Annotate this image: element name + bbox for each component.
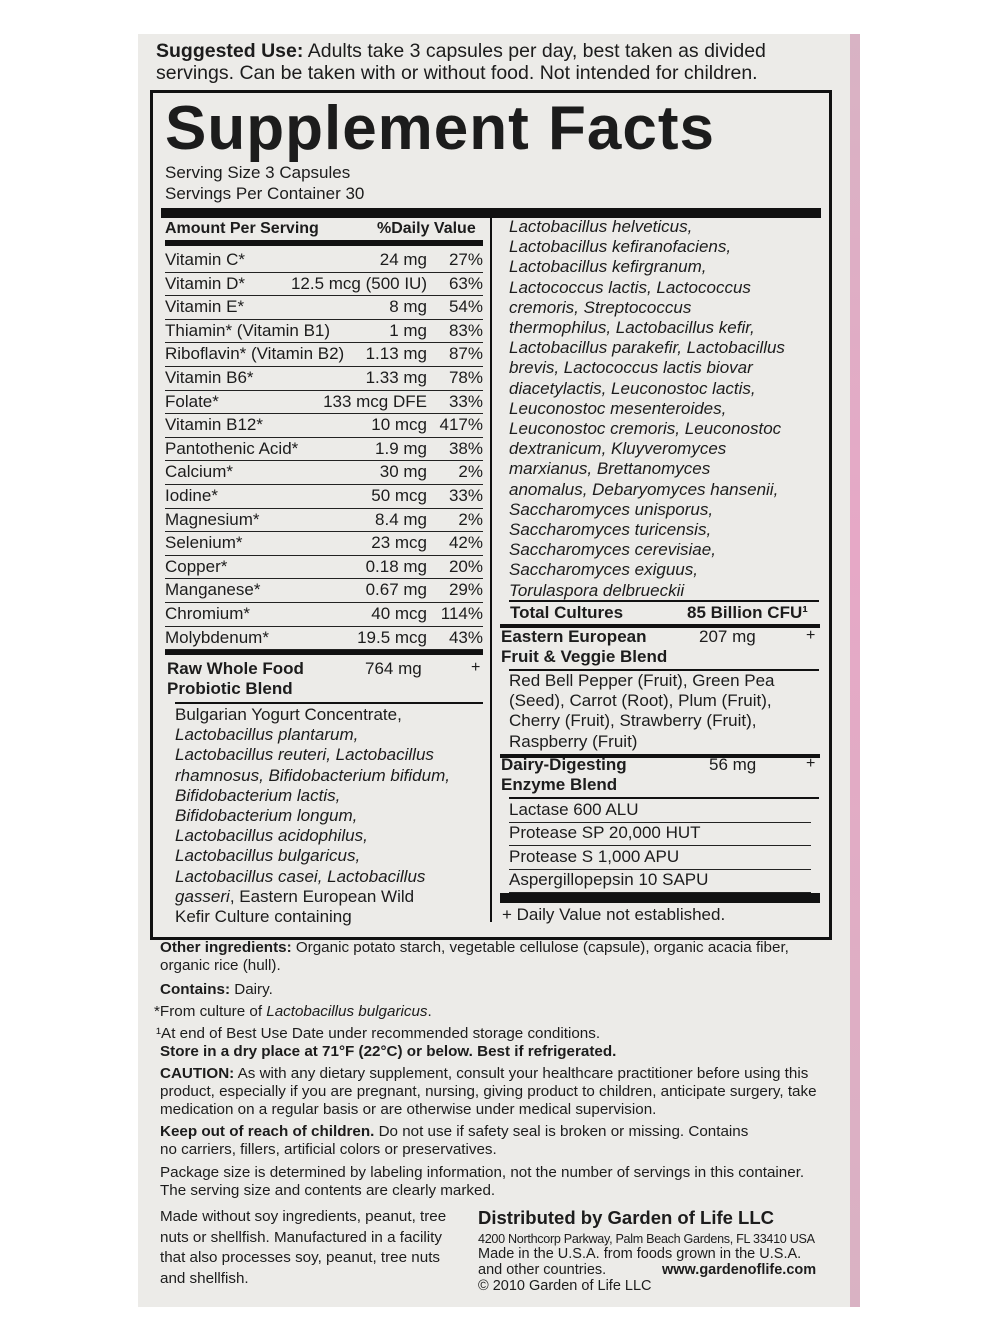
made-in-line-1: Made in the U.S.A. from foods grown in the U.S.A. bbox=[478, 1246, 802, 1262]
keep-out bbox=[160, 1123, 750, 1159]
probiotic-blend-name-2: Probiotic Blend bbox=[167, 679, 293, 698]
fruit-line: Cherry (Fruit), Strawberry (Fruit), bbox=[509, 711, 757, 731]
nutrient-amount: 12.5 mcg (500 IU) bbox=[290, 273, 427, 293]
nutrient-amount: 24 mg bbox=[379, 250, 427, 269]
suggested-use bbox=[156, 40, 836, 84]
probiotic-line-italic: Lactobacillus reuteri, Lactobacillus bbox=[175, 745, 434, 765]
probiotic-rule bbox=[175, 702, 483, 704]
fruit-blend-mark: + bbox=[806, 627, 816, 644]
nutrient-amount: 10 mcg bbox=[371, 415, 427, 435]
fruit-line: Raspberry (Fruit) bbox=[509, 731, 638, 751]
distributor-address: 4200 Northcorp Parkway, Palm Beach Gardens, FL 33410 USA bbox=[478, 1232, 815, 1246]
nutrient-name: Manganese* bbox=[165, 580, 261, 600]
probiotic-line-right: Lactobacillus kefirgranum, bbox=[509, 257, 707, 277]
contains bbox=[160, 981, 840, 999]
nutrient-dv: 43% bbox=[448, 627, 483, 647]
nutrient-amount: 30 mg bbox=[379, 462, 427, 482]
total-cultures-label: Total Cultures bbox=[510, 603, 624, 622]
package-note: Package size is determined by labeling information, not the number of servings in this container. The serving size and contents are clearly marked. bbox=[160, 1164, 805, 1199]
probiotic-line bbox=[175, 846, 487, 866]
allergen-note: Made without soy ingredients, peanut, tree nuts or shellfish. Manufactured in a facility that also processes soy, peanut, tree nuts and shellfish. bbox=[160, 1208, 447, 1287]
nutrient-amount: 1.33 mg bbox=[365, 368, 427, 387]
probiotic-line-right: Lactobacillus kefiranofaciens, bbox=[509, 237, 732, 257]
nutrient-name: Vitamin C* bbox=[165, 250, 245, 269]
probiotic-line-italic: rhamnosus, Bifidobacterium bifidum, bbox=[175, 765, 450, 785]
nutrient-name: Vitamin D* bbox=[165, 273, 245, 293]
nutrient-row bbox=[165, 295, 483, 320]
copyright: © 2010 Garden of Life LLC bbox=[478, 1278, 652, 1294]
fruit-blend-amount: 207 mg bbox=[699, 627, 756, 646]
probiotic-blend-mark: + bbox=[471, 659, 481, 676]
probiotic-line-italic: Bifidobacterium longum, bbox=[175, 806, 358, 826]
nutrient-row bbox=[165, 272, 483, 297]
footnote-star-suffix: . bbox=[427, 1003, 432, 1020]
nutrient-row bbox=[165, 319, 483, 344]
probiotic-blend-amount: 764 mg bbox=[365, 659, 422, 678]
nutrient-row bbox=[165, 508, 483, 533]
nutrient-amount: 0.67 mg bbox=[365, 580, 427, 600]
contains-label: Contains: bbox=[160, 981, 231, 998]
caution-label: CAUTION: bbox=[160, 1065, 235, 1082]
nutrient-dv: 417% bbox=[439, 415, 483, 435]
nutrient-name: Riboflavin* (Vitamin B2) bbox=[165, 344, 345, 364]
distributor-name: Distributed by Garden of Life LLC bbox=[478, 1207, 775, 1228]
probiotic-line-right: anomalus, Debaryomyces hansenii, bbox=[509, 479, 779, 499]
nutrient-dv: 87% bbox=[448, 344, 483, 364]
probiotic-line-right: Torulaspora delbrueckii bbox=[509, 580, 685, 600]
probiotic-line-roman: , Eastern European Wild bbox=[229, 886, 415, 906]
probiotic-list-left bbox=[175, 705, 487, 927]
pink-edge-strip bbox=[850, 34, 860, 1307]
probiotic-line bbox=[175, 887, 487, 907]
cultures-rule-top bbox=[509, 600, 819, 602]
probiotic-line-right: Saccharomyces turicensis, bbox=[509, 520, 712, 540]
probiotic-line-italic: gasseri bbox=[175, 886, 230, 906]
probiotic-line bbox=[175, 745, 487, 765]
probiotic-line bbox=[175, 867, 487, 887]
footnote-star-prefix: *From culture of bbox=[154, 1003, 267, 1020]
probiotic-line-right: thermophilus, Lactobacillus kefir, bbox=[509, 318, 755, 338]
fruit-line: Red Bell Pepper (Fruit), Green Pea bbox=[509, 671, 775, 690]
footnote-star-italic: Lactobacillus bulgaricus bbox=[266, 1003, 428, 1020]
suggested-use-text: Adults take 3 capsules per day, best taken as divided servings. Can be taken with or without food. Not intended for children. bbox=[156, 40, 766, 84]
probiotic-line-right: diacetylactis, Leuconostoc lactis, bbox=[509, 378, 756, 398]
nutrient-dv: 42% bbox=[448, 533, 483, 553]
dv-header: %Daily Value bbox=[377, 220, 476, 237]
nutrient-name: Selenium* bbox=[165, 533, 243, 553]
serving-size: Serving Size 3 Capsules bbox=[165, 163, 351, 182]
probiotic-line bbox=[175, 907, 487, 927]
probiotic-line-right: Saccharomyces exiguus, bbox=[509, 560, 698, 580]
nutrient-dv: 33% bbox=[448, 391, 483, 411]
nutrient-dv: 27% bbox=[448, 250, 483, 269]
enzyme-blend-name-2: Enzyme Blend bbox=[501, 775, 618, 794]
probiotic-line bbox=[175, 766, 487, 786]
other-ingredients-label: Other ingredients: bbox=[160, 939, 292, 956]
suggested-use-label: Suggested Use: bbox=[156, 40, 304, 62]
nutrient-name: Vitamin B12* bbox=[165, 415, 263, 435]
nutrient-row bbox=[165, 248, 483, 273]
nutrient-dv: 114% bbox=[440, 604, 483, 623]
enzyme-row: Lactase 600 ALU bbox=[509, 799, 811, 823]
caution bbox=[160, 1065, 840, 1119]
probiotic-line-italic: Bifidobacterium lactis, bbox=[175, 785, 341, 805]
nutrient-name: Vitamin B6* bbox=[165, 368, 254, 387]
nutrient-dv: 38% bbox=[448, 438, 483, 458]
header-rule bbox=[165, 240, 483, 246]
probiotic-line-roman: Kefir Culture containing bbox=[175, 907, 352, 927]
nutrient-amount: 1 mg bbox=[389, 320, 427, 340]
column-divider bbox=[490, 217, 492, 922]
supplement-facts-panel bbox=[150, 90, 832, 940]
total-cultures-value: 85 Billion CFU¹ bbox=[687, 603, 808, 622]
nutrient-amount: 19.5 mcg bbox=[357, 627, 427, 647]
probiotic-list-right bbox=[509, 217, 829, 601]
facts-title: Supplement Facts bbox=[165, 94, 715, 163]
probiotic-line-right: cremoris, Streptococcus bbox=[509, 297, 692, 317]
nutrient-name: Folate* bbox=[165, 391, 219, 411]
amount-header: Amount Per Serving bbox=[165, 220, 319, 237]
nutrient-name: Magnesium* bbox=[165, 509, 260, 529]
nutrient-amount: 40 mcg bbox=[371, 604, 427, 623]
probiotic-blend-name bbox=[167, 659, 304, 699]
keep-out-label: Keep out of reach of children. bbox=[160, 1123, 375, 1140]
nutrient-row bbox=[165, 531, 483, 556]
nutrient-row bbox=[165, 437, 483, 462]
nutrient-row bbox=[165, 342, 483, 367]
nutrient-name: Molybdenum* bbox=[165, 627, 269, 647]
nutrient-amount: 1.9 mg bbox=[375, 438, 427, 458]
nutrient-dv: 29% bbox=[448, 580, 483, 600]
nutrient-dv: 20% bbox=[448, 556, 483, 576]
nutrient-row bbox=[165, 484, 483, 509]
fruit-line: (Seed), Carrot (Root), Plum (Fruit), bbox=[509, 691, 772, 711]
nutrient-dv: 83% bbox=[448, 320, 483, 340]
fruit-blend-name bbox=[501, 627, 667, 667]
nutrient-name: Thiamin* (Vitamin B1) bbox=[165, 320, 331, 340]
nutrient-name: Copper* bbox=[165, 556, 228, 576]
probiotic-line-italic: Lactobacillus casei, Lactobacillus bbox=[175, 866, 426, 886]
nutrient-row bbox=[165, 366, 483, 391]
enzyme-row: Protease S 1,000 APU bbox=[509, 846, 811, 870]
dv-note: + Daily Value not established. bbox=[502, 905, 726, 924]
nutrient-end-rule bbox=[165, 650, 483, 655]
probiotic-line bbox=[175, 826, 487, 846]
other-ingredients-text: Organic potato starch, vegetable cellulose (capsule), organic acacia fiber, organic rice (hull). bbox=[160, 939, 789, 974]
keep-out-text: Do not use if safety seal is broken or missing. Contains no carriers, fillers, artificial colors or preservatives. bbox=[160, 1123, 749, 1158]
probiotic-line bbox=[175, 725, 487, 745]
nutrient-amount: 23 mcg bbox=[371, 533, 427, 553]
nutrient-amount: 0.18 mg bbox=[365, 556, 427, 576]
nutrient-amount: 8 mg bbox=[389, 297, 427, 317]
probiotic-line-right: marxianus, Brettanomyces bbox=[509, 459, 711, 479]
nutrient-dv: 54% bbox=[448, 297, 483, 317]
nutrient-dv: 33% bbox=[448, 486, 483, 505]
probiotic-line-right: Lactobacillus helveticus, bbox=[509, 217, 693, 236]
probiotic-line-right: brevis, Lactococcus lactis biovar bbox=[509, 358, 753, 378]
fruit-list bbox=[509, 671, 825, 752]
footnote-star bbox=[154, 1003, 834, 1021]
nutrient-name: Iodine* bbox=[165, 486, 218, 505]
nutrient-name: Pantothenic Acid* bbox=[165, 438, 299, 458]
website-link[interactable]: www.gardenoflife.com bbox=[662, 1262, 817, 1278]
nutrient-name: Vitamin E* bbox=[165, 297, 245, 317]
probiotic-line-right: dextranicum, Kluyveromyces bbox=[509, 439, 727, 459]
contains-text: Dairy. bbox=[230, 981, 273, 998]
nutrient-row bbox=[165, 602, 483, 627]
nutrient-row bbox=[165, 555, 483, 580]
enzyme-blend-amount: 56 mg bbox=[709, 755, 757, 774]
enzyme-blend-name bbox=[501, 755, 627, 795]
nutrient-amount: 50 mcg bbox=[371, 486, 427, 505]
caution-text: As with any dietary supplement, consult your healthcare practitioner before using this product, especially if you are pregnant, nursing, giving product to children, anticipate surgery, take medication on a regular basis or are otherwise under medical supervision. bbox=[160, 1065, 817, 1118]
enzyme-blend-name-1: Dairy-Digesting bbox=[501, 755, 627, 774]
nutrient-amount: 8.4 mg bbox=[375, 509, 427, 529]
nutrient-row bbox=[165, 460, 483, 485]
enzyme-row: Protease SP 20,000 HUT bbox=[509, 822, 811, 846]
fruit-blend-name-1: Eastern European bbox=[501, 627, 647, 646]
probiotic-line-roman: Bulgarian Yogurt Concentrate, bbox=[175, 705, 402, 724]
enzyme-row: Aspergillopepsin 10 SAPU bbox=[509, 869, 811, 893]
nutrient-row bbox=[165, 626, 483, 651]
probiotic-line bbox=[175, 786, 487, 806]
probiotic-line-right: Lactococcus lactis, Lactococcus bbox=[509, 277, 751, 297]
supplement-label bbox=[138, 34, 860, 1307]
probiotic-blend-name-1: Raw Whole Food bbox=[167, 659, 304, 678]
nutrient-amount: 133 mcg DFE bbox=[323, 391, 427, 411]
probiotic-line-italic: Lactobacillus bulgaricus, bbox=[175, 846, 361, 866]
nutrient-dv: 2% bbox=[458, 462, 483, 482]
footnote-one: ¹At end of Best Use Date under recommended storage conditions. bbox=[156, 1025, 601, 1042]
nutrient-row bbox=[165, 578, 483, 603]
storage-note: Store in a dry place at 71°F (22°C) or below. Best if refrigerated. bbox=[160, 1043, 617, 1060]
probiotic-line bbox=[175, 806, 487, 826]
enzyme-blend-mark: + bbox=[806, 755, 816, 772]
other-ingredients bbox=[160, 939, 840, 975]
nutrient-dv: 2% bbox=[458, 509, 483, 529]
nutrient-name: Calcium* bbox=[165, 462, 234, 482]
probiotic-line-right: Leuconostoc cremoris, Leuconostoc bbox=[509, 419, 782, 439]
probiotic-line-italic: Lactobacillus plantarum, bbox=[175, 725, 359, 745]
servings-per-container: Servings Per Container 30 bbox=[165, 184, 365, 203]
nutrient-dv: 63% bbox=[448, 273, 483, 293]
bottom-rule bbox=[500, 893, 820, 903]
probiotic-line-italic: Lactobacillus acidophilus, bbox=[175, 826, 368, 846]
nutrient-name: Chromium* bbox=[165, 604, 251, 623]
probiotic-line bbox=[175, 705, 487, 725]
probiotic-line-right: Leuconostoc mesenteroides, bbox=[509, 398, 727, 418]
probiotic-line-right: Saccharomyces unisporus, bbox=[509, 499, 714, 519]
probiotic-line-right: Lactobacillus parakefir, Lactobacillus bbox=[509, 338, 785, 358]
fruit-blend-name-2: Fruit & Veggie Blend bbox=[501, 647, 668, 666]
nutrient-row bbox=[165, 413, 483, 438]
nutrient-row bbox=[165, 390, 483, 415]
probiotic-line-right: Saccharomyces cerevisiae, bbox=[509, 540, 716, 560]
made-in-line-2: and other countries. bbox=[478, 1262, 607, 1278]
nutrient-amount: 1.13 mg bbox=[365, 344, 427, 364]
nutrient-dv: 78% bbox=[448, 368, 483, 387]
